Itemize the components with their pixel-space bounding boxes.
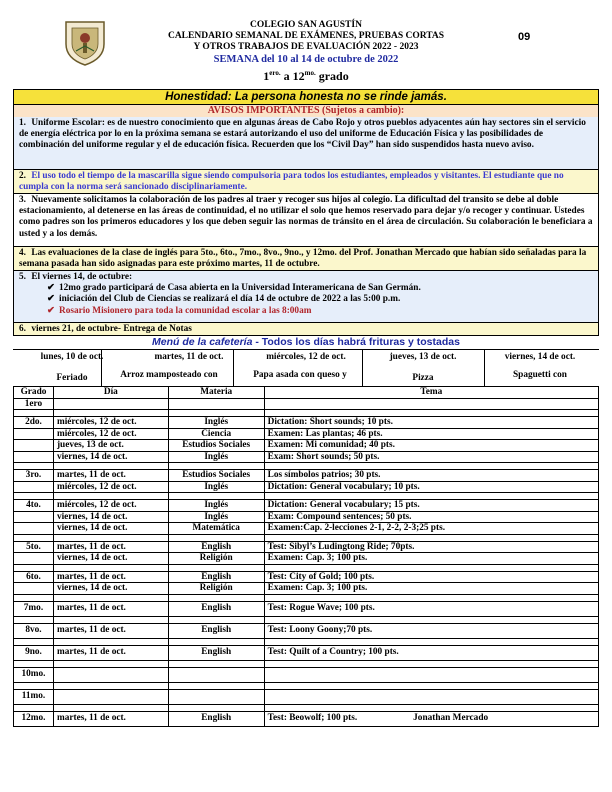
cafeteria-menu (13, 349, 599, 386)
table-cell (14, 451, 54, 463)
table-cell: Dictation: General vocabulary; 15 pts. (264, 500, 598, 512)
table-cell (168, 534, 264, 541)
table-cell (53, 534, 168, 541)
cafeteria-menu-item: Spaguetti con (513, 370, 567, 380)
table-cell (53, 660, 168, 667)
table-cell (53, 638, 168, 645)
table-cell (264, 704, 598, 711)
table-cell (264, 667, 598, 682)
table-cell: 5to. (14, 541, 54, 553)
table-cell (264, 660, 598, 667)
table-cell: miércoles, 12 de oct. (53, 428, 168, 440)
table-cell (168, 667, 264, 682)
table-cell (168, 564, 264, 571)
table-header-row (14, 387, 599, 399)
table-cell (53, 410, 168, 417)
table-cell (14, 523, 54, 535)
table-cell: miércoles, 12 de oct. (53, 417, 168, 429)
column-header: Grado (14, 387, 54, 399)
table-row (14, 541, 599, 553)
page-number: 09 (518, 31, 531, 43)
table-cell: martes, 11 de oct. (53, 571, 168, 583)
table-cell (264, 564, 598, 571)
table-cell: Inglés (168, 511, 264, 523)
table-cell: Examen: Las plantas; 46 pts. (264, 428, 598, 440)
table-separator (14, 410, 599, 417)
honesty-banner: Honestidad: La persona honesta no se rinde jamás. (13, 89, 599, 105)
table-cell: martes, 11 de oct. (53, 470, 168, 482)
table-row (14, 523, 599, 535)
table-separator (14, 638, 599, 645)
table-separator (14, 660, 599, 667)
table-cell: Exam: Compound sentences; 50 pts. (264, 511, 598, 523)
table-cell: 12mo. (14, 711, 54, 726)
table-row (14, 481, 599, 493)
calendar-subtitle: Y OTROS TRABAJOS DE EVALUACIÓN 2022 - 2023 (193, 42, 419, 52)
table-cell (168, 594, 264, 601)
table-cell: 3ro. (14, 470, 54, 482)
table-cell (264, 638, 598, 645)
table-cell: 7mo. (14, 601, 54, 616)
table-cell: 4to. (14, 500, 54, 512)
cafeteria-day: jueves, 13 de oct. (389, 352, 457, 362)
table-row (14, 417, 599, 429)
table-row (14, 500, 599, 512)
table-cell: viernes, 14 de oct. (53, 451, 168, 463)
table-cell: Inglés (168, 417, 264, 429)
table-cell (264, 594, 598, 601)
table-row (14, 667, 599, 682)
column-header: Tema (264, 387, 598, 399)
table-cell: martes, 11 de oct. (53, 623, 168, 638)
table-cell: English (168, 601, 264, 616)
week-range: SEMANA del 10 al 14 de octubre de 2022 (213, 54, 399, 65)
table-cell: Examen: Mi comunidad; 40 pts. (264, 440, 598, 452)
table-cell (168, 660, 264, 667)
table-row (14, 601, 599, 616)
table-cell (53, 616, 168, 623)
table-cell: viernes, 14 de oct. (53, 511, 168, 523)
table-cell: 8vo. (14, 623, 54, 638)
table-cell (264, 398, 598, 410)
table-cell: Ciencia (168, 428, 264, 440)
table-separator (14, 704, 599, 711)
table-cell: 1ero (14, 398, 54, 410)
divider (233, 350, 234, 386)
aviso-6: 6. viernes 21, de octubre- Entrega de Notas (13, 323, 599, 336)
table-cell: Examen:Cap. 2-lecciones 2-1, 2-2, 2-3;25 pts. (264, 523, 598, 535)
table-separator (14, 463, 599, 470)
table-cell: English (168, 623, 264, 638)
table-cell (53, 398, 168, 410)
table-cell (53, 704, 168, 711)
table-row (14, 689, 599, 704)
table-cell: Test: Loony Goony;70 pts. (264, 623, 598, 638)
table-cell: Estudios Sociales (168, 440, 264, 452)
table-cell (53, 682, 168, 689)
table-cell (14, 553, 54, 565)
table-cell (14, 638, 54, 645)
table-cell: Test: Rogue Wave; 100 pts. (264, 601, 598, 616)
table-cell (53, 667, 168, 682)
table-cell: English (168, 571, 264, 583)
aviso-5-item: ✔ iniciación del Club de Ciencias se realizará el día 14 de octubre de 2022 a las 5:00 p.m. (47, 294, 401, 305)
table-cell (168, 689, 264, 704)
table-cell: Religión (168, 583, 264, 595)
table-separator (14, 534, 599, 541)
table-row (14, 428, 599, 440)
table-cell: Examen: Cap. 3; 100 pts. (264, 583, 598, 595)
table-cell (14, 534, 54, 541)
table-cell: Test: Beowolf; 100 pts. Jonathan Mercado (264, 711, 598, 726)
table-cell (14, 493, 54, 500)
table-cell: 2do. (14, 417, 54, 429)
table-cell: Inglés (168, 500, 264, 512)
table-cell: miércoles, 12 de oct. (53, 481, 168, 493)
table-row (14, 451, 599, 463)
column-header: Materia (168, 387, 264, 399)
teacher-name: Jonathan Mercado (413, 713, 489, 724)
table-row (14, 553, 599, 565)
table-cell: Los símbolos patrios; 30 pts. (264, 470, 598, 482)
table-cell: Matemática (168, 523, 264, 535)
table-cell: viernes, 14 de oct. (53, 553, 168, 565)
table-cell: Inglés (168, 451, 264, 463)
table-row (14, 398, 599, 410)
checkmark-icon: ✔ (47, 305, 55, 316)
table-cell: martes, 11 de oct. (53, 711, 168, 726)
table-cell (264, 410, 598, 417)
table-cell: jueves, 13 de oct. (53, 440, 168, 452)
table-cell: martes, 11 de oct. (53, 645, 168, 660)
table-cell (14, 564, 54, 571)
aviso-1: 1. Uniforme Escolar: es de nuestro conocimiento que en algunas áreas de Cabo Rojo y otros pueblos adyacentes aún hay sectores sin el servicio de energía eléctrica por lo en la próxima semana se estará autorizando el uso del uniforme de Educación Física y las posibilidades de combinación del uniforme regular y el de educación física. Recuerden que los “Civil Day” han sido suspendidos hasta nuevo aviso. (13, 117, 599, 170)
table-cell: 9no. (14, 645, 54, 660)
table-cell: viernes, 14 de oct. (53, 583, 168, 595)
grade-range: $1^{ero.}$ a $12^{mo.}$ grado (263, 69, 349, 83)
table-cell (14, 583, 54, 595)
aviso-2: 2. El uso todo el tiempo de la mascarilla sigue siendo compulsoria para todos los estudiantes, empleados y visitantes. El estudiante que no cumpla con la norma será sancionado disciplinariamente. (13, 170, 599, 194)
table-separator (14, 564, 599, 571)
table-cell (264, 463, 598, 470)
table-cell (168, 616, 264, 623)
aviso-4: 4. Las evaluaciones de la clase de inglés para 5to., 6to., 7mo., 8vo., 9no., y 12mo. del Prof. Jonathan Mercado que habían sido señaladas para la semana pasada han sido asignadas para este próximo martes, 11 de octubre. (13, 247, 599, 271)
table-row (14, 623, 599, 638)
table-cell (264, 493, 598, 500)
table-cell (264, 534, 598, 541)
table-cell (14, 704, 54, 711)
calendar-title: CALENDARIO SEMANAL DE EXÁMENES, PRUEBAS CORTAS (167, 31, 445, 41)
table-cell (53, 564, 168, 571)
table-cell (53, 463, 168, 470)
table-row (14, 470, 599, 482)
divider (362, 350, 363, 386)
cafeteria-menu-item: Arroz mamposteado con (120, 370, 218, 380)
cafeteria-day: miércoles, 12 de oct. (266, 352, 346, 362)
school-name: COLEGIO SAN AGUSTÍN (250, 20, 362, 30)
table-separator (14, 493, 599, 500)
document-header (0, 0, 612, 90)
table-cell (14, 463, 54, 470)
table-cell: English (168, 645, 264, 660)
checkmark-icon: ✔ (47, 294, 55, 305)
table-cell: Dictation: Short sounds; 10 pts. (264, 417, 598, 429)
aviso-3: 3. Nuevamente solicitamos la colaboración de los padres al traer y recoger sus hijos al colegio. La dificultad del transito se debe al doble estacionamiento, al detenerse en las áreas de continuidad, el no utilizar el solo que hemos reservado para dejar y/o recoger y continuar. Ustedes como padres son los primeros educadores y los que deben seguir las normas de tránsito en el área de circulación. Su colaboración le beneficiara a usted y a los demás. (13, 194, 599, 247)
aviso-5-item: ✔ Rosario Misionero para toda la comunidad escolar a las 8:00am (47, 305, 312, 316)
table-cell: Test: Sibyl’s Ludingtong Ride; 70pts. (264, 541, 598, 553)
table-cell (168, 410, 264, 417)
table-cell (168, 493, 264, 500)
table-row (14, 645, 599, 660)
table-cell (168, 704, 264, 711)
table-cell: miércoles, 12 de oct. (53, 500, 168, 512)
table-cell (264, 682, 598, 689)
divider (484, 350, 485, 386)
table-cell (168, 638, 264, 645)
table-cell (14, 594, 54, 601)
table-cell: English (168, 711, 264, 726)
table-cell: 6to. (14, 571, 54, 583)
table-cell (168, 682, 264, 689)
table-cell (264, 689, 598, 704)
table-cell (14, 511, 54, 523)
avisos-title: AVISOS IMPORTANTES (Sujetos a cambio): (13, 105, 599, 117)
table-cell (14, 481, 54, 493)
table-cell (14, 682, 54, 689)
table-cell: Test: City of Gold; 100 pts. (264, 571, 598, 583)
table-cell (53, 689, 168, 704)
table-cell (14, 410, 54, 417)
cafeteria-menu-item: Feriado (56, 373, 88, 383)
table-cell: viernes, 14 de oct. (53, 523, 168, 535)
table-cell (53, 594, 168, 601)
table-cell (168, 398, 264, 410)
table-row (14, 583, 599, 595)
table-cell: martes, 11 de oct. (53, 601, 168, 616)
cafeteria-menu-item: Pizza (412, 373, 434, 383)
aviso-5: 5. El viernes 14, de octubre: ✔ 12mo grado participará de Casa abierta en la Universidad Interamericana de San Germán. ✔ iniciación del Club de Ciencias se realizará el día 14 de octubre de 2022 a las 5:00 p.m. ✔ Rosario Misionero para toda la comunidad escolar a las 8:00am (13, 271, 599, 323)
table-cell (53, 493, 168, 500)
table-cell: 10mo. (14, 667, 54, 682)
column-header: Día (53, 387, 168, 399)
table-row (14, 440, 599, 452)
table-separator (14, 594, 599, 601)
table-cell: Dictation: General vocabulary; 10 pts. (264, 481, 598, 493)
table-cell (14, 616, 54, 623)
table-cell: martes, 11 de oct. (53, 541, 168, 553)
table-cell: English (168, 541, 264, 553)
table-cell (264, 616, 598, 623)
table-separator (14, 616, 599, 623)
table-cell: Estudios Sociales (168, 470, 264, 482)
aviso-5-item: ✔ 12mo grado participará de Casa abierta en la Universidad Interamericana de San Germán. (47, 283, 421, 294)
table-cell: Exam: Short sounds; 50 pts. (264, 451, 598, 463)
table-cell: 11mo. (14, 689, 54, 704)
table-separator (14, 682, 599, 689)
table-cell: Test: Quilt of a Country; 100 pts. (264, 645, 598, 660)
table-cell: Religión (168, 553, 264, 565)
cafeteria-menu-item: Papa asada con queso y (253, 370, 347, 380)
table-cell: Inglés (168, 481, 264, 493)
table-cell: Examen: Cap. 3; 100 pts. (264, 553, 598, 565)
cafeteria-title: Menú de la cafetería - Todos los días habrá frituras y tostadas (152, 336, 460, 348)
cafeteria-day: viernes, 14 de oct. (504, 352, 576, 362)
table-cell (168, 463, 264, 470)
table-cell (14, 440, 54, 452)
table-row (14, 571, 599, 583)
cafeteria-day: martes, 11 de oct. (154, 352, 224, 362)
checkmark-icon: ✔ (47, 283, 55, 294)
evaluation-schedule-table (13, 386, 599, 727)
table-row (14, 711, 599, 726)
table-cell (14, 428, 54, 440)
cafeteria-day: lunes, 10 de oct. (40, 352, 104, 362)
table-row (14, 511, 599, 523)
table-cell (14, 660, 54, 667)
